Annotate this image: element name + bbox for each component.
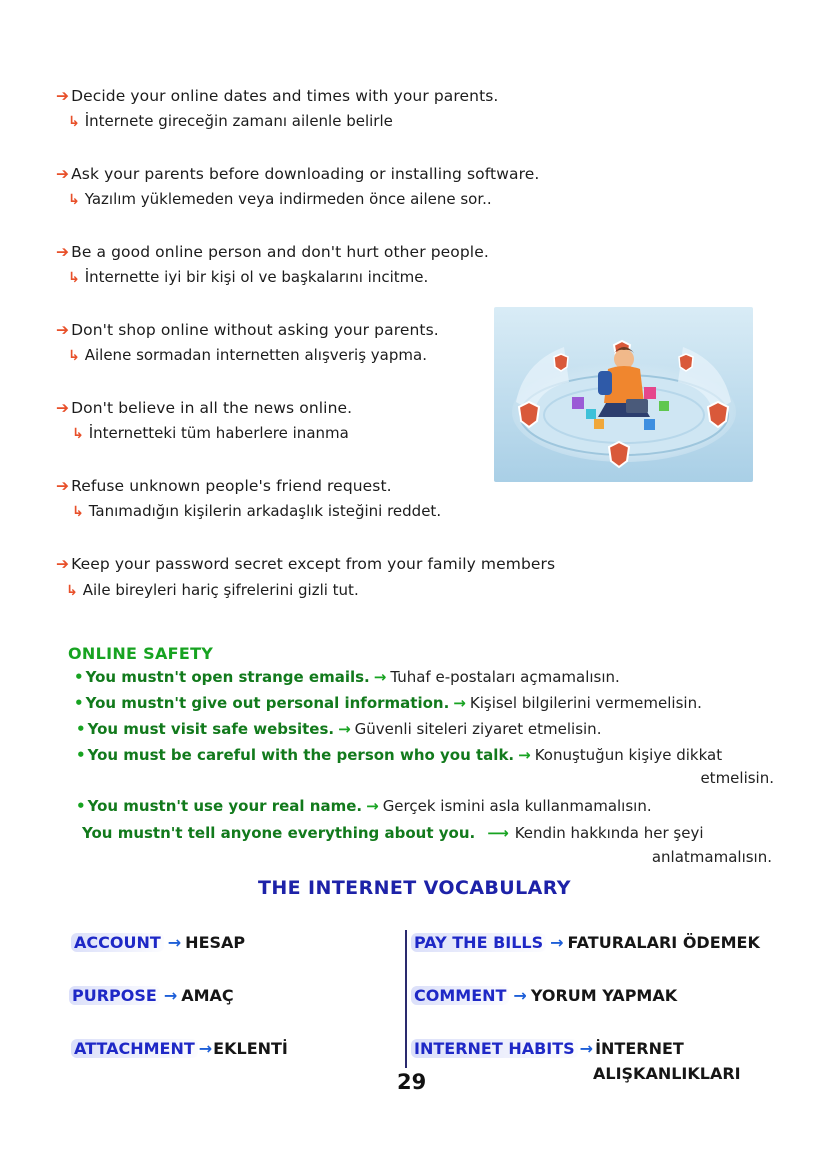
safety-item-4-cont (700, 769, 774, 787)
vocab-term: PURPOSE (69, 986, 160, 1005)
safety-item-4 (76, 746, 722, 764)
vocab-item-internet-habits (411, 1039, 684, 1058)
arrow-right-icon: ➔ (56, 243, 70, 261)
online-safety-illustration (494, 307, 753, 482)
blue-arrow-icon: → (167, 933, 182, 952)
rule-tr: Tanımadığın kişilerin arkadaşlık isteğini reddet. (88, 502, 442, 520)
rule-tr: Ailene sormadan internetten alışveriş yapma. (84, 346, 427, 364)
rule-7 (56, 555, 555, 573)
safety-item-1 (74, 668, 620, 686)
arrow-right-icon: ➔ (56, 87, 70, 105)
vocab-item-attachment (71, 1039, 288, 1058)
rule-5-tr (72, 424, 349, 442)
rule-3 (56, 243, 489, 261)
rule-tr: Yazılım yüklemeden veya indirmeden önce ailene sor.. (84, 190, 492, 208)
safety-en: You mustn't open strange emails. (85, 668, 370, 686)
safety-en: You must visit safe websites. (87, 720, 335, 738)
rule-en: Ask your parents before downloading or installing software. (71, 165, 540, 183)
rule-2-tr (68, 190, 492, 208)
return-arrow-icon: ↳ (66, 583, 78, 599)
return-arrow-icon: ↳ (68, 270, 80, 286)
rule-2 (56, 165, 539, 183)
safety-en: You mustn't use your real name. (87, 797, 363, 815)
rule-3-tr (68, 268, 428, 286)
green-arrow-icon: → (366, 797, 379, 815)
safety-tr-cont: anlatmamalısın. (651, 848, 772, 866)
vocab-meaning: FATURALARI ÖDEMEK (567, 933, 760, 952)
safety-tr: Gerçek ismini asla kullanmamalısın. (382, 797, 652, 815)
vocab-term: ACCOUNT (71, 933, 164, 952)
vocab-title: THE INTERNET VOCABULARY (258, 877, 571, 899)
rule-en: Don't shop online without asking your parents. (71, 321, 439, 339)
rule-6-tr (72, 502, 441, 520)
return-arrow-icon: ↳ (72, 504, 84, 520)
rule-4 (56, 321, 439, 339)
vocab-item-account (71, 933, 245, 952)
safety-item-3 (76, 720, 601, 738)
rule-en: Decide your online dates and times with your parents. (71, 87, 499, 105)
rule-1-tr (68, 112, 393, 130)
green-arrow-icon: → (338, 720, 351, 738)
rule-1 (56, 87, 498, 105)
safety-tr: Tuhaf e-postaları açmamalısın. (390, 668, 620, 686)
return-arrow-icon: ↳ (72, 426, 84, 442)
safety-item-6 (82, 824, 704, 842)
arrow-right-icon: ➔ (56, 477, 70, 495)
page-number: 29 (397, 1070, 427, 1094)
safety-tr: Kişisel bilgilerini vermemelisin. (469, 694, 702, 712)
arrow-right-icon: ➔ (56, 321, 70, 339)
rule-tr: Aile bireyleri hariç şifrelerini gizli tut. (82, 581, 359, 599)
green-arrow-icon: ⟶ (487, 824, 509, 842)
safety-en: You must be careful with the person who you talk. (87, 746, 515, 764)
vocab-term: COMMENT (411, 986, 509, 1005)
blue-arrow-icon: → (579, 1039, 594, 1058)
safety-tr: Konuştuğun kişiye dikkat (534, 746, 723, 764)
return-arrow-icon: ↳ (68, 348, 80, 364)
rule-7-tr (66, 581, 359, 599)
vocab-meaning: İNTERNET (595, 1039, 684, 1058)
vocab-item-pay-the-bills (411, 933, 760, 952)
vocab-meaning: EKLENTİ (213, 1039, 288, 1058)
blue-arrow-icon: → (198, 1039, 213, 1058)
arrow-right-icon: ➔ (56, 165, 70, 183)
rule-tr: İnternete gireceğin zamanı ailenle belirle (84, 112, 393, 130)
blue-arrow-icon: → (513, 986, 527, 1005)
safety-tr: Güvenli siteleri ziyaret etmelisin. (354, 720, 602, 738)
vocab-item-purpose (69, 986, 234, 1005)
blue-arrow-icon: → (163, 986, 178, 1005)
safety-tr-cont: etmelisin. (700, 769, 774, 787)
rule-tr: İnternette iyi bir kişi ol ve başkalarını incitme. (84, 268, 429, 286)
arrow-right-icon: ➔ (56, 555, 70, 573)
safety-tr: Kendin hakkında her şeyi (514, 824, 704, 842)
bullet-icon: • (74, 668, 84, 686)
safety-en: You mustn't give out personal information. (85, 694, 450, 712)
safety-item-6-cont (652, 848, 772, 866)
return-arrow-icon: ↳ (68, 114, 80, 130)
rule-5 (56, 399, 352, 417)
bullet-icon: • (76, 797, 86, 815)
arrow-right-icon: ➔ (56, 399, 70, 417)
vocab-term: ATTACHMENT (71, 1039, 198, 1058)
return-arrow-icon: ↳ (68, 192, 80, 208)
rule-en: Refuse unknown people's friend request. (71, 477, 392, 495)
illustration-icon (494, 307, 753, 482)
bullet-icon: • (76, 720, 86, 738)
safety-en: You mustn't tell anyone everything about you. (82, 824, 476, 842)
vocab-item-comment (411, 986, 677, 1005)
rule-tr: İnternetteki tüm haberlere inanma (88, 424, 349, 442)
rule-6 (56, 477, 392, 495)
rule-en: Keep your password secret except from your family members (71, 555, 556, 573)
blue-arrow-icon: → (550, 933, 564, 952)
vocab-meaning: AMAÇ (181, 986, 234, 1005)
vocab-meaning: YORUM YAPMAK (530, 986, 678, 1005)
bullet-icon: • (76, 746, 86, 764)
vocab-item-internet-habits-cont (593, 1064, 741, 1083)
rule-en: Don't believe in all the news online. (71, 399, 353, 417)
vocab-term: INTERNET HABITS (411, 1039, 578, 1058)
safety-item-5 (76, 797, 652, 815)
vocab-divider (405, 930, 407, 1068)
rule-4-tr (68, 346, 427, 364)
vocab-meaning: HESAP (185, 933, 246, 952)
green-arrow-icon: → (373, 668, 387, 686)
green-arrow-icon: → (518, 746, 531, 764)
safety-item-2 (74, 694, 702, 712)
vocab-meaning-cont: ALIŞKANLIKLARI (593, 1064, 741, 1083)
rule-en: Be a good online person and don't hurt other people. (71, 243, 489, 261)
bullet-icon: • (74, 694, 84, 712)
safety-title: ONLINE SAFETY (68, 644, 214, 663)
green-arrow-icon: → (453, 694, 466, 712)
vocab-term: PAY THE BILLS (411, 933, 546, 952)
